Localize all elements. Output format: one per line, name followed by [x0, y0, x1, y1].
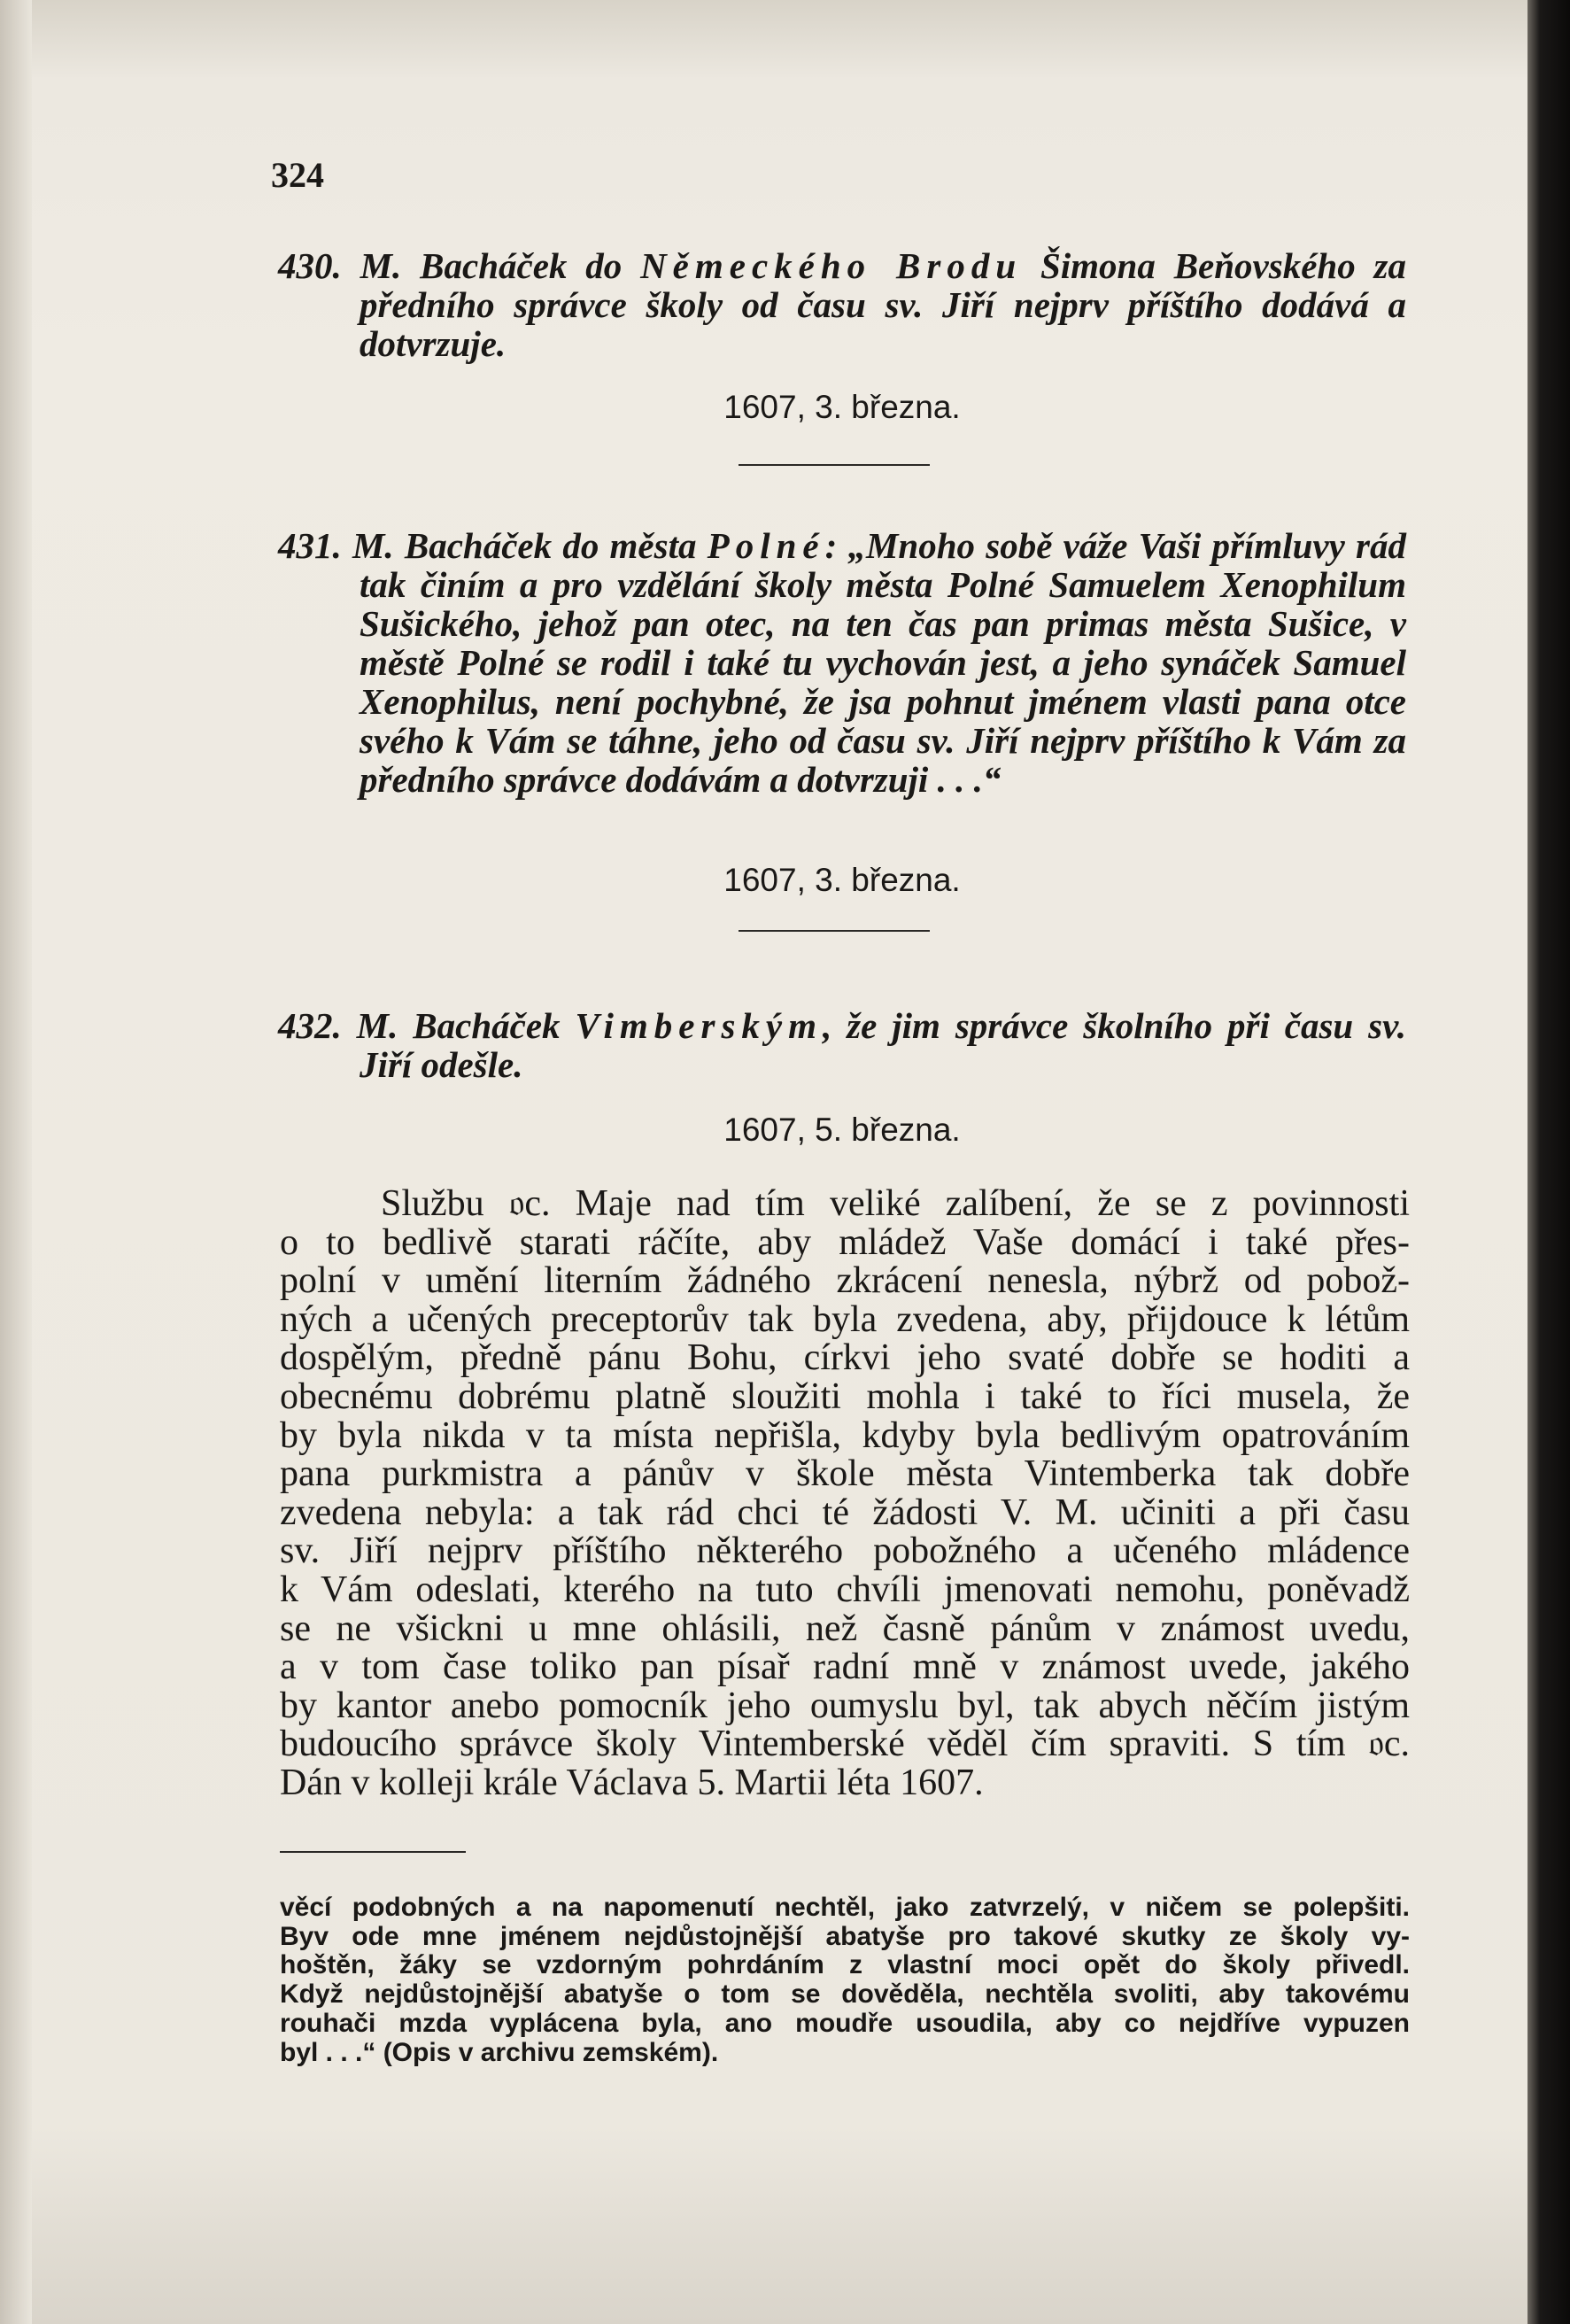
footnote-line: Byv ode mne jménem nejdůstojnější abatyše pro takové skutky ze školy vy-: [280, 1921, 1410, 1951]
footnote-line: rouhači mzda vyplácena byla, ano moudře usoudila, aby co nejdříve vypuzen: [280, 2008, 1410, 2038]
heading-text: Šimona Beňovského za předního správce školy od času sv. Jiří nejprv příštího dodává a dotvrzuje.: [360, 245, 1406, 364]
entry-432: [278, 1006, 1406, 1084]
section-divider: [739, 930, 930, 932]
entry-430: [278, 246, 1406, 363]
letter-line: se ne všickni u mne ohlásili, než časně pánům v známost uvedu,: [280, 1607, 1410, 1649]
letter-line: zvedena nebyla: a tak rád chci té žádosti V. M. učiniti a při času: [280, 1491, 1410, 1533]
footnote: [280, 1894, 1410, 2067]
entry-431: [278, 526, 1406, 799]
letter-line: sv. Jiří nejprv příštího některého pobožného a učeného mládence: [280, 1530, 1410, 1572]
letter-line: by kantor anebo pomocník jeho oumyslu byl, tak abych něčím jistým: [280, 1685, 1410, 1726]
entry-date: 1607, 5. března.: [723, 1112, 961, 1148]
page-number: 324: [271, 155, 324, 195]
footnote-line: byl . . .“ (Opis v archivu zemském).: [280, 2037, 719, 2067]
letter-line: obecnému dobrému platně sloužiti mohla i také to říci musela, že: [280, 1375, 1410, 1417]
heading-text: , že jim správce školního při času sv. Jiří odešle.: [360, 1005, 1406, 1085]
letter-line: polní v umění literním žádného zkrácení nenesla, nýbrž od pobož-: [280, 1260, 1410, 1302]
heading-text: 430. M. Bacháček do: [278, 245, 641, 286]
letter-line: Službu 𝔬c. Maje nad tím veliké zalíbení, že se z povinnosti: [381, 1183, 1410, 1224]
heading-place: Polné: [707, 525, 825, 566]
letter-body: [280, 1185, 1410, 1803]
entry-heading: [278, 526, 1406, 799]
letter-line: dospělým, předně pánu Bohu, církvi jeho svaté dobře se hoditi a: [280, 1337, 1410, 1379]
section-divider: [739, 464, 930, 466]
entry-heading: [278, 1006, 1406, 1084]
letter-line: pana purkmistra a pánův v škole města Vintemberka tak dobře: [280, 1453, 1410, 1495]
footnote-line: hoštěn, žáky se vzdorným pohrdáním z vlastní moci opět do školy přivedl.: [280, 1950, 1410, 1980]
letter-line: ných a učených preceptorův tak byla zvedena, aby, přijdouce k létům: [280, 1298, 1410, 1340]
heading-text: 432. M. Bacháček: [278, 1005, 576, 1046]
letter-text: [280, 1185, 1410, 1803]
letter-line: o to bedlivě starati ráčíte, aby mládež Vaše domácí i také přes-: [280, 1221, 1410, 1263]
entry-432-date: [278, 1112, 1406, 1148]
page-left-edge: [0, 0, 32, 2324]
entry-431-date: [278, 863, 1406, 898]
entry-heading: [278, 246, 1406, 363]
entry-date: 1607, 3. března.: [723, 389, 961, 425]
letter-line: a v tom čase toliko pan písař radní mně v známost uvede, jakého: [280, 1646, 1410, 1688]
heading-text: : „Mnoho sobě váže Vaši přímluvy rád tak činím a pro vzdělání školy města Polné Samuelem Xenophilum Sušického, jehož pan otec, na ten čas pan primas města Sušice, v městě Polné se rodil i také tu vychován jest, a jeho synáček Samuel Xenophilus, není pochybné, že jsa pohnut jménem vlasti pana otce svého k Vám se táhne, jeho od času sv. Jiří nejprv příštího k Vám za předního správce dodávám a dotvrzuji . . .“: [360, 525, 1406, 800]
entry-430-date: [278, 390, 1406, 425]
footnote-line: Když nejdůstojnější abatyše o tom se dověděla, nechtěla svoliti, aby takovému: [280, 1979, 1410, 2010]
heading-place: Německého Brodu: [640, 245, 1023, 286]
heading-place: Vimberským: [575, 1005, 824, 1046]
page-binding-edge: [1527, 0, 1570, 2324]
footnote-separator: [280, 1851, 466, 1853]
letter-line: Dán v kolleji krále Václava 5. Martii léta 1607.: [280, 1762, 984, 1803]
entry-date: 1607, 3. března.: [723, 862, 961, 898]
heading-text: 431. M. Bacháček do města: [278, 525, 708, 566]
letter-line: budoucího správce školy Vintemberské věděl čím spraviti. S tím 𝔬c.: [280, 1724, 1410, 1765]
letter-line: by byla nikda v ta místa nepřišla, kdyby byla bedlivým opatrováním: [280, 1414, 1410, 1456]
footnote-line: věcí podobných a na napomenutí nechtěl, jako zatvrzelý, v ničem se polepšiti.: [280, 1893, 1410, 1922]
letter-line: k Vám odeslati, kterého na tuto chvíli jmenovati nemohu, poněvadž: [280, 1569, 1410, 1610]
